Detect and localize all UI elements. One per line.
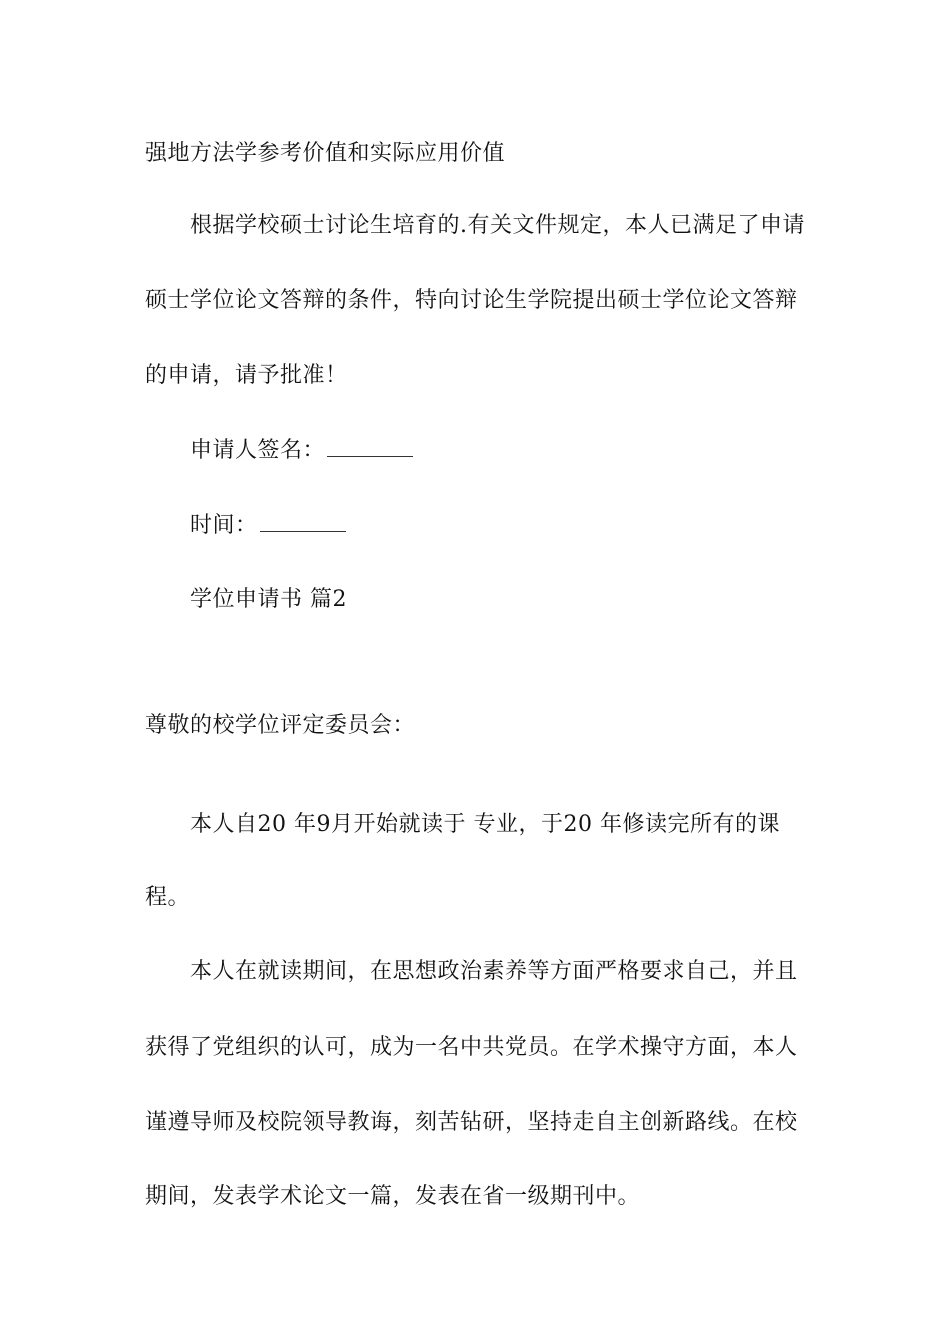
text-line: 强地方法学参考价值和实际应用价值 xyxy=(145,141,506,166)
text-line: 谨遵导师及校院领导教诲，刻苦钻研，坚持走自主创新路线。在校 xyxy=(145,1110,798,1135)
time-label: 时间： xyxy=(190,513,258,538)
salutation: 尊敬的校学位评定委员会： xyxy=(145,713,416,738)
text-line: 期间，发表学术论文一篇，发表在省一级期刊中。 xyxy=(145,1184,641,1209)
text-line: 程。 xyxy=(145,885,191,910)
signature-blank xyxy=(327,438,413,457)
section-heading: 学位申请书 篇2 xyxy=(190,587,347,612)
time-blank xyxy=(260,513,346,532)
signature-line xyxy=(190,437,870,465)
signature-label: 申请人签名： xyxy=(190,438,326,463)
text-line: 根据学校硕士讨论生培育的.有关文件规定，本人已满足了申请 xyxy=(190,213,805,238)
time-line xyxy=(190,512,870,540)
text-line: 的申请，请予批准！ xyxy=(145,363,348,388)
text-line: 硕士学位论文答辩的条件，特向讨论生学院提出硕士学位论文答辩 xyxy=(145,288,798,313)
text-line: 本人在就读期间，在思想政治素养等方面严格要求自己，并且 xyxy=(190,959,798,984)
text-line: 本人自20 年9月开始就读于 专业，于20 年修读完所有的课 xyxy=(190,812,780,837)
text-line: 获得了党组织的认可，成为一名中共党员。在学术操守方面，本人 xyxy=(145,1035,798,1060)
